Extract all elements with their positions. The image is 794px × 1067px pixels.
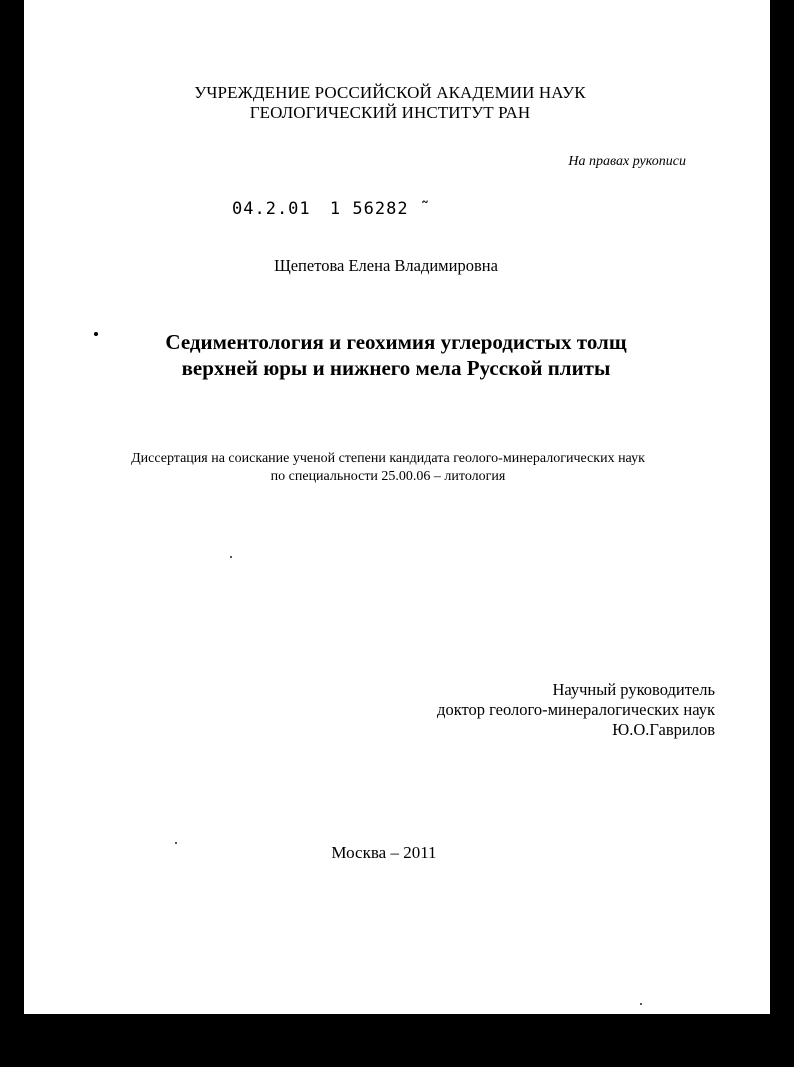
title-line-1: Седиментология и геохимия углеродистых толщ bbox=[165, 330, 627, 354]
supervisor-degree: доктор геолого-минералогических наук bbox=[437, 700, 715, 719]
scan-speck bbox=[640, 1003, 642, 1005]
institution-line-1: УЧРЕЖДЕНИЕ РОССИЙСКОЙ АКАДЕМИИ НАУК bbox=[194, 83, 586, 102]
supervisor-role: Научный руководитель bbox=[552, 680, 715, 699]
stamp-mark: ˜ bbox=[419, 199, 432, 219]
title-line-2: верхней юры и нижнего мела Русской плиты bbox=[181, 356, 611, 380]
document-page bbox=[24, 0, 770, 1014]
scan-speck bbox=[230, 556, 232, 558]
library-stamp bbox=[232, 199, 431, 219]
institution-line-2: ГЕОЛОГИЧЕСКИЙ ИНСТИТУТ РАН bbox=[249, 103, 531, 122]
stamp-code: 04.2.01 bbox=[232, 199, 311, 219]
scan-border-bottom bbox=[0, 1014, 794, 1067]
subtitle-line-2: по специальности 25.00.06 – литология bbox=[270, 469, 506, 484]
supervisor-name: Ю.О.Гаврилов bbox=[612, 720, 715, 739]
subtitle-line-1: Диссертация на соискание ученой степени кандидата геолого-минералогических наук bbox=[131, 451, 645, 466]
scan-border-left bbox=[0, 0, 24, 1067]
stamp-number: 1 56282 bbox=[329, 199, 409, 219]
author-name: Щепетова Елена Владимировна bbox=[274, 256, 498, 275]
rights-note: На правах рукописи bbox=[568, 154, 686, 169]
city-year: Москва – 2011 bbox=[331, 843, 437, 862]
scan-border-right bbox=[770, 0, 794, 1067]
